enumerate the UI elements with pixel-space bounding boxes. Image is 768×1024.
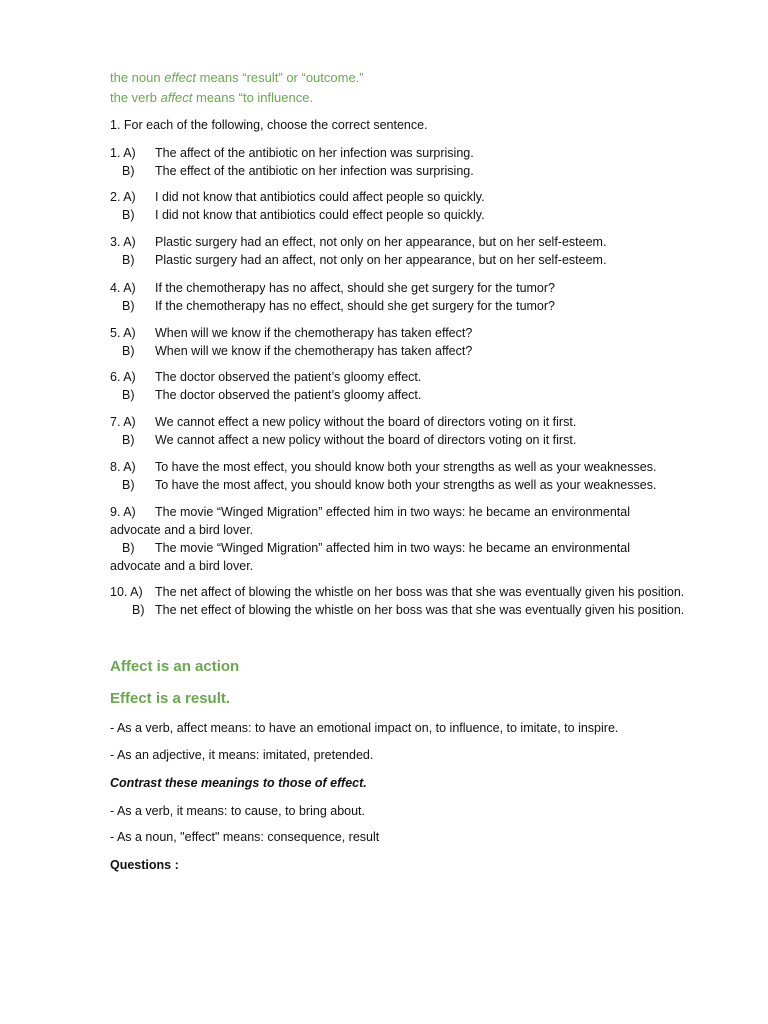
noun-definition: the noun effect means “result” or “outcome.”: [110, 70, 364, 85]
option-label: B): [122, 388, 135, 402]
questions-label: Questions :: [110, 858, 179, 872]
option-label: 5. A): [110, 326, 136, 340]
option-b-text: The net effect of blowing the whistle on her boss was that she was eventually given his position.: [155, 603, 685, 617]
option-a-text: To have the most effect, you should know both your strengths as well as your weaknesses.: [155, 460, 657, 474]
option-label: 7. A): [110, 415, 136, 429]
definitions: [110, 68, 364, 108]
option-label: B): [122, 478, 135, 492]
option-label: 9. A): [110, 505, 136, 519]
question-2: [110, 188, 720, 224]
question-6: [110, 368, 720, 404]
option-b-text: The effect of the antibiotic on her infection was surprising.: [155, 164, 474, 178]
note-adjective: - As an adjective, it means: imitated, pretended.: [110, 748, 374, 762]
option-a-text: The doctor observed the patient’s gloomy effect.: [155, 370, 422, 384]
question-5: [110, 324, 720, 360]
option-label: 6. A): [110, 370, 136, 384]
instructions: 1. For each of the following, choose the correct sentence.: [110, 118, 428, 132]
option-label: B): [122, 164, 135, 178]
option-b-text: If the chemotherapy has no effect, should she get surgery for the tumor?: [155, 299, 555, 313]
option-label: 1. A): [110, 146, 136, 160]
note-noun-effect: - As a noun, "effect" means: consequence, result: [110, 830, 380, 844]
option-label: 3. A): [110, 235, 136, 249]
heading-effect: Effect is a result.: [110, 690, 231, 707]
option-b-text: The movie “Winged Migration” affected him in two ways: he became an environmental advocate and a bird lover.: [110, 541, 630, 573]
option-label: B): [132, 603, 145, 617]
option-label: B): [122, 344, 135, 358]
option-b-text: Plastic surgery had an affect, not only on her appearance, but on her self-esteem.: [155, 253, 607, 267]
question-3: [110, 233, 720, 269]
option-b-text: The doctor observed the patient’s gloomy affect.: [155, 388, 422, 402]
question-1: [110, 144, 720, 180]
option-b: [110, 539, 670, 575]
question-4: [110, 279, 720, 315]
option-a-text: The net affect of blowing the whistle on her boss was that she was eventually given his position.: [155, 585, 685, 599]
option-label: 4. A): [110, 281, 136, 295]
option-a-text: The movie “Winged Migration” effected him in two ways: he became an environmental advocate and a bird lover.: [110, 505, 630, 537]
option-b-text: I did not know that antibiotics could effect people so quickly.: [155, 208, 485, 222]
option-a-text: If the chemotherapy has no affect, should she get surgery for the tumor?: [155, 281, 555, 295]
heading-affect: Affect is an action: [110, 658, 240, 675]
note-verb-effect: - As a verb, it means: to cause, to bring about.: [110, 804, 365, 818]
option-label: 2. A): [110, 190, 136, 204]
option-label: 8. A): [110, 460, 136, 474]
option-b-text: We cannot affect a new policy without the board of directors voting on it first.: [155, 433, 577, 447]
option-b-text: To have the most affect, you should know both your strengths as well as your weaknesses.: [155, 478, 657, 492]
option-a: [110, 503, 670, 539]
verb-definition: the verb affect means “to influence.: [110, 90, 314, 105]
option-label: B): [122, 253, 135, 267]
option-label: B): [122, 541, 135, 555]
option-b-text: When will we know if the chemotherapy has taken affect?: [155, 344, 473, 358]
question-8: [110, 458, 720, 494]
question-9: [110, 503, 670, 575]
question-7: [110, 413, 720, 449]
option-a-text: We cannot effect a new policy without the board of directors voting on it first.: [155, 415, 577, 429]
note-contrast: Contrast these meanings to those of effect.: [110, 776, 367, 790]
option-label: B): [122, 299, 135, 313]
option-label: 10. A): [110, 585, 143, 599]
option-label: B): [122, 208, 135, 222]
option-a-text: Plastic surgery had an effect, not only on her appearance, but on her self-esteem.: [155, 235, 607, 249]
option-a-text: When will we know if the chemotherapy has taken effect?: [155, 326, 473, 340]
note-verb-affect: - As a verb, affect means: to have an emotional impact on, to influence, to imitate, to inspire.: [110, 721, 619, 735]
question-10: [110, 583, 720, 619]
option-label: B): [122, 433, 135, 447]
option-a-text: I did not know that antibiotics could affect people so quickly.: [155, 190, 485, 204]
option-a-text: The affect of the antibiotic on her infection was surprising.: [155, 146, 474, 160]
